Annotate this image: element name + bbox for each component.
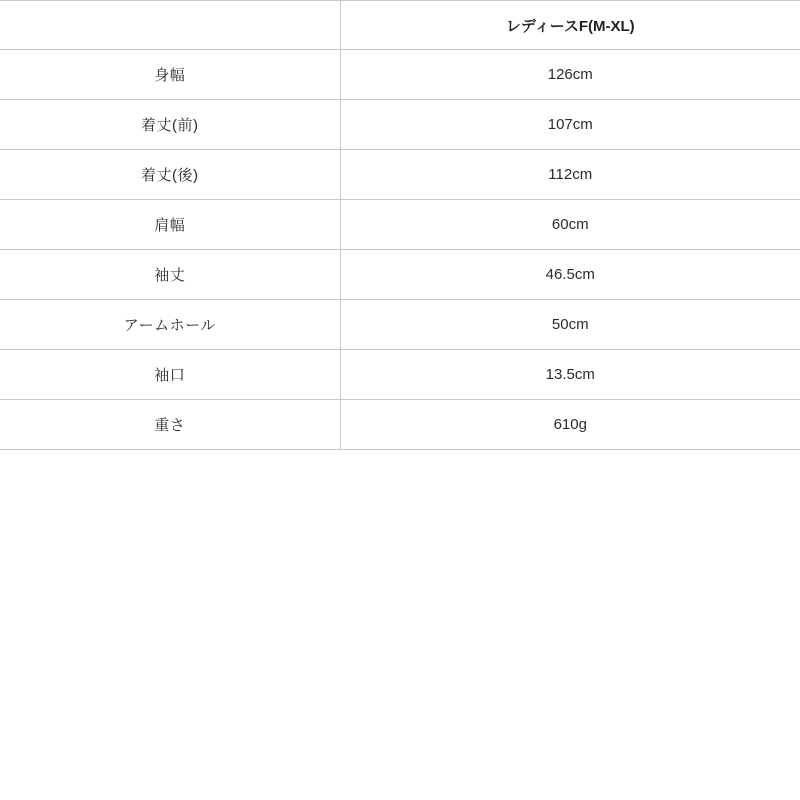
header-size-column: レディースF(M-XL) (340, 1, 800, 50)
row-value-body-width: 126cm (340, 50, 800, 100)
row-label-cuff: 袖口 (0, 350, 340, 400)
row-label-armhole: アームホール (0, 300, 340, 350)
table-row (0, 350, 800, 400)
row-value-front-length: 107cm (340, 100, 800, 150)
row-label-front-length: 着丈(前) (0, 100, 340, 150)
table-row (0, 200, 800, 250)
table-header (0, 1, 800, 50)
row-label-weight: 重さ (0, 400, 340, 450)
table-row (0, 250, 800, 300)
table-row (0, 150, 800, 200)
table-body (0, 50, 800, 450)
row-value-shoulder-width: 60cm (340, 200, 800, 250)
header-label-column (0, 1, 340, 50)
row-label-shoulder-width: 肩幅 (0, 200, 340, 250)
row-value-cuff: 13.5cm (340, 350, 800, 400)
table-row (0, 100, 800, 150)
row-value-armhole: 50cm (340, 300, 800, 350)
row-label-sleeve-length: 袖丈 (0, 250, 340, 300)
row-value-weight: 610g (340, 400, 800, 450)
row-label-body-width: 身幅 (0, 50, 340, 100)
row-value-back-length: 112cm (340, 150, 800, 200)
table-row (0, 400, 800, 450)
table-row (0, 50, 800, 100)
table-row (0, 300, 800, 350)
table-header-row (0, 1, 800, 50)
row-label-back-length: 着丈(後) (0, 150, 340, 200)
row-value-sleeve-length: 46.5cm (340, 250, 800, 300)
